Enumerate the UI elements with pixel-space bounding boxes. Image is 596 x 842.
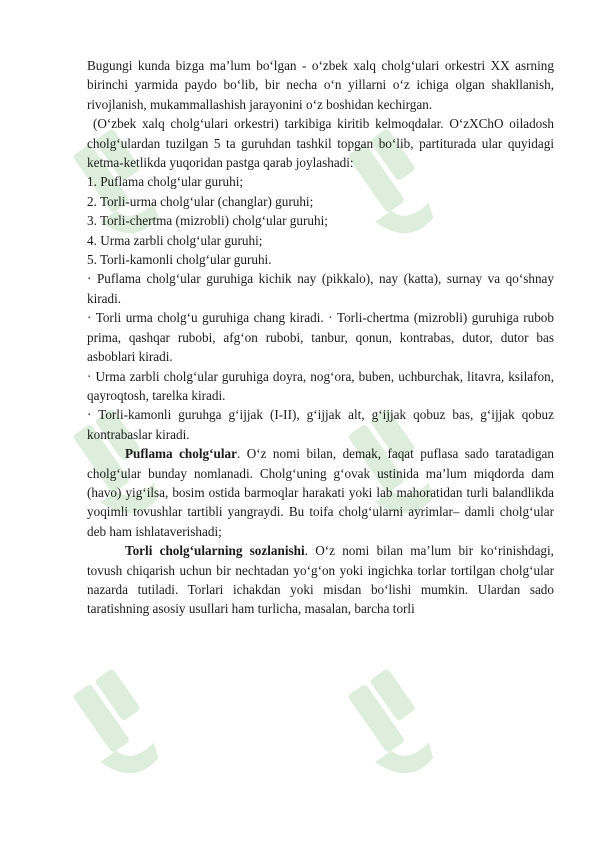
list-item: 5. Torli-kamonli cholg‘ular guruhi. [87, 252, 272, 268]
document-body [87, 56, 554, 619]
bullet-paragraph: · Puflama cholg‘ular guruhiga kichik nay (pikkalo), nay (katta), surnay va qo‘shnay kiradi. [87, 271, 554, 306]
bullet-paragraph: · Torli-kamonli guruhga g‘ijjak (I-II), g‘ijjak alt, g‘ijjak qobuz bas, g‘ijjak qobuz kontrabaslar kiradi. [87, 407, 554, 442]
section-body: . O‘z nomi bilan, demak, faqat puflasa sado taratadigan cholg‘ular bunday nomlanadi. Cholg‘uning g‘ovak ustinida ma’lum miqdorda dam (havo) yig‘ilsa, bosim ostida barmoqlar harakati yoki lab mahoratidan turli balandlikda yoqimli tovushlar tartibli yangraydi. Bu toifa cholg‘ularni ayrimlar– damli cholg‘ular deb ham ishlataverishadi; [87, 446, 554, 539]
paragraph-string-tuning [87, 541, 554, 619]
list-item: 1. Puflama cholg‘ular guruhi; [87, 174, 244, 190]
bullet-paragraph: · Urma zarbli cholg‘ular guruhiga doyra, nog‘ora, buben, uchburchak, litavra, ksilafon, qayroqtosh, tarelka kiradi. [87, 368, 554, 403]
watermark-logo-icon [70, 660, 190, 810]
bullet-paragraph: · Torli urma cholg‘u guruhiga chang kiradi. · Torli-chertma (mizrobli) guruhiga rubob prima, qashqar rubobi, afg‘on rubobi, tanbur, qonun, kontrabas, dutor, dutor bas asboblari kiradi. [87, 310, 554, 365]
paragraph-orchestra-groups: (O‘zbek xalq cholg‘ulari orkestri) tarkibiga kiritib kelmoqdalar. O‘zXChO oiladosh cholg‘ulardan tuzilgan 5 ta guruhdan tashkil topgan bo‘lib, partiturada ular quyidagi ketma-ketlikda yuqoridan pastga qarab joylashadi: [87, 116, 554, 171]
paragraph-intro: Bugungi kunda bizga ma’lum bo‘lgan - o‘zbek xalq cholg‘ulari orkestri XX asrning birinchi yarmida paydo bo‘lib, bir necha o‘n yillarni o‘z ichiga olgan shakllanish, rivojlanish, mukammallashish jarayonini o‘z boshidan kechirgan. [87, 58, 554, 112]
section-body: . O‘z nomi bilan ma’lum bir ko‘rinishdagi, tovush chiqarish uchun bir nechtadan yo‘g‘on yoki ingichka torlar tortilgan cholg‘ular nazarda tutiladi. Torlari ichakdan yoki misdan bo‘lishi mumkin. Ulardan sado taratishning asosiy usullari ham turlicha, masalan, barcha torli [87, 543, 554, 617]
list-item: 4. Urma zarbli cholg‘ular guruhi; [87, 232, 263, 248]
section-heading: Puflama cholg‘ular [125, 446, 237, 462]
list-item: 2. Torli-urma cholg‘ular (changlar) guruhi; [87, 193, 314, 209]
section-heading: Torli cholg‘ularning sozlanishi [125, 543, 305, 559]
watermark-logo-icon [345, 660, 465, 810]
list-item: 3. Torli-chertma (mizrobli) cholg‘ular guruhi; [87, 213, 328, 229]
paragraph-wind-instruments [87, 444, 554, 541]
